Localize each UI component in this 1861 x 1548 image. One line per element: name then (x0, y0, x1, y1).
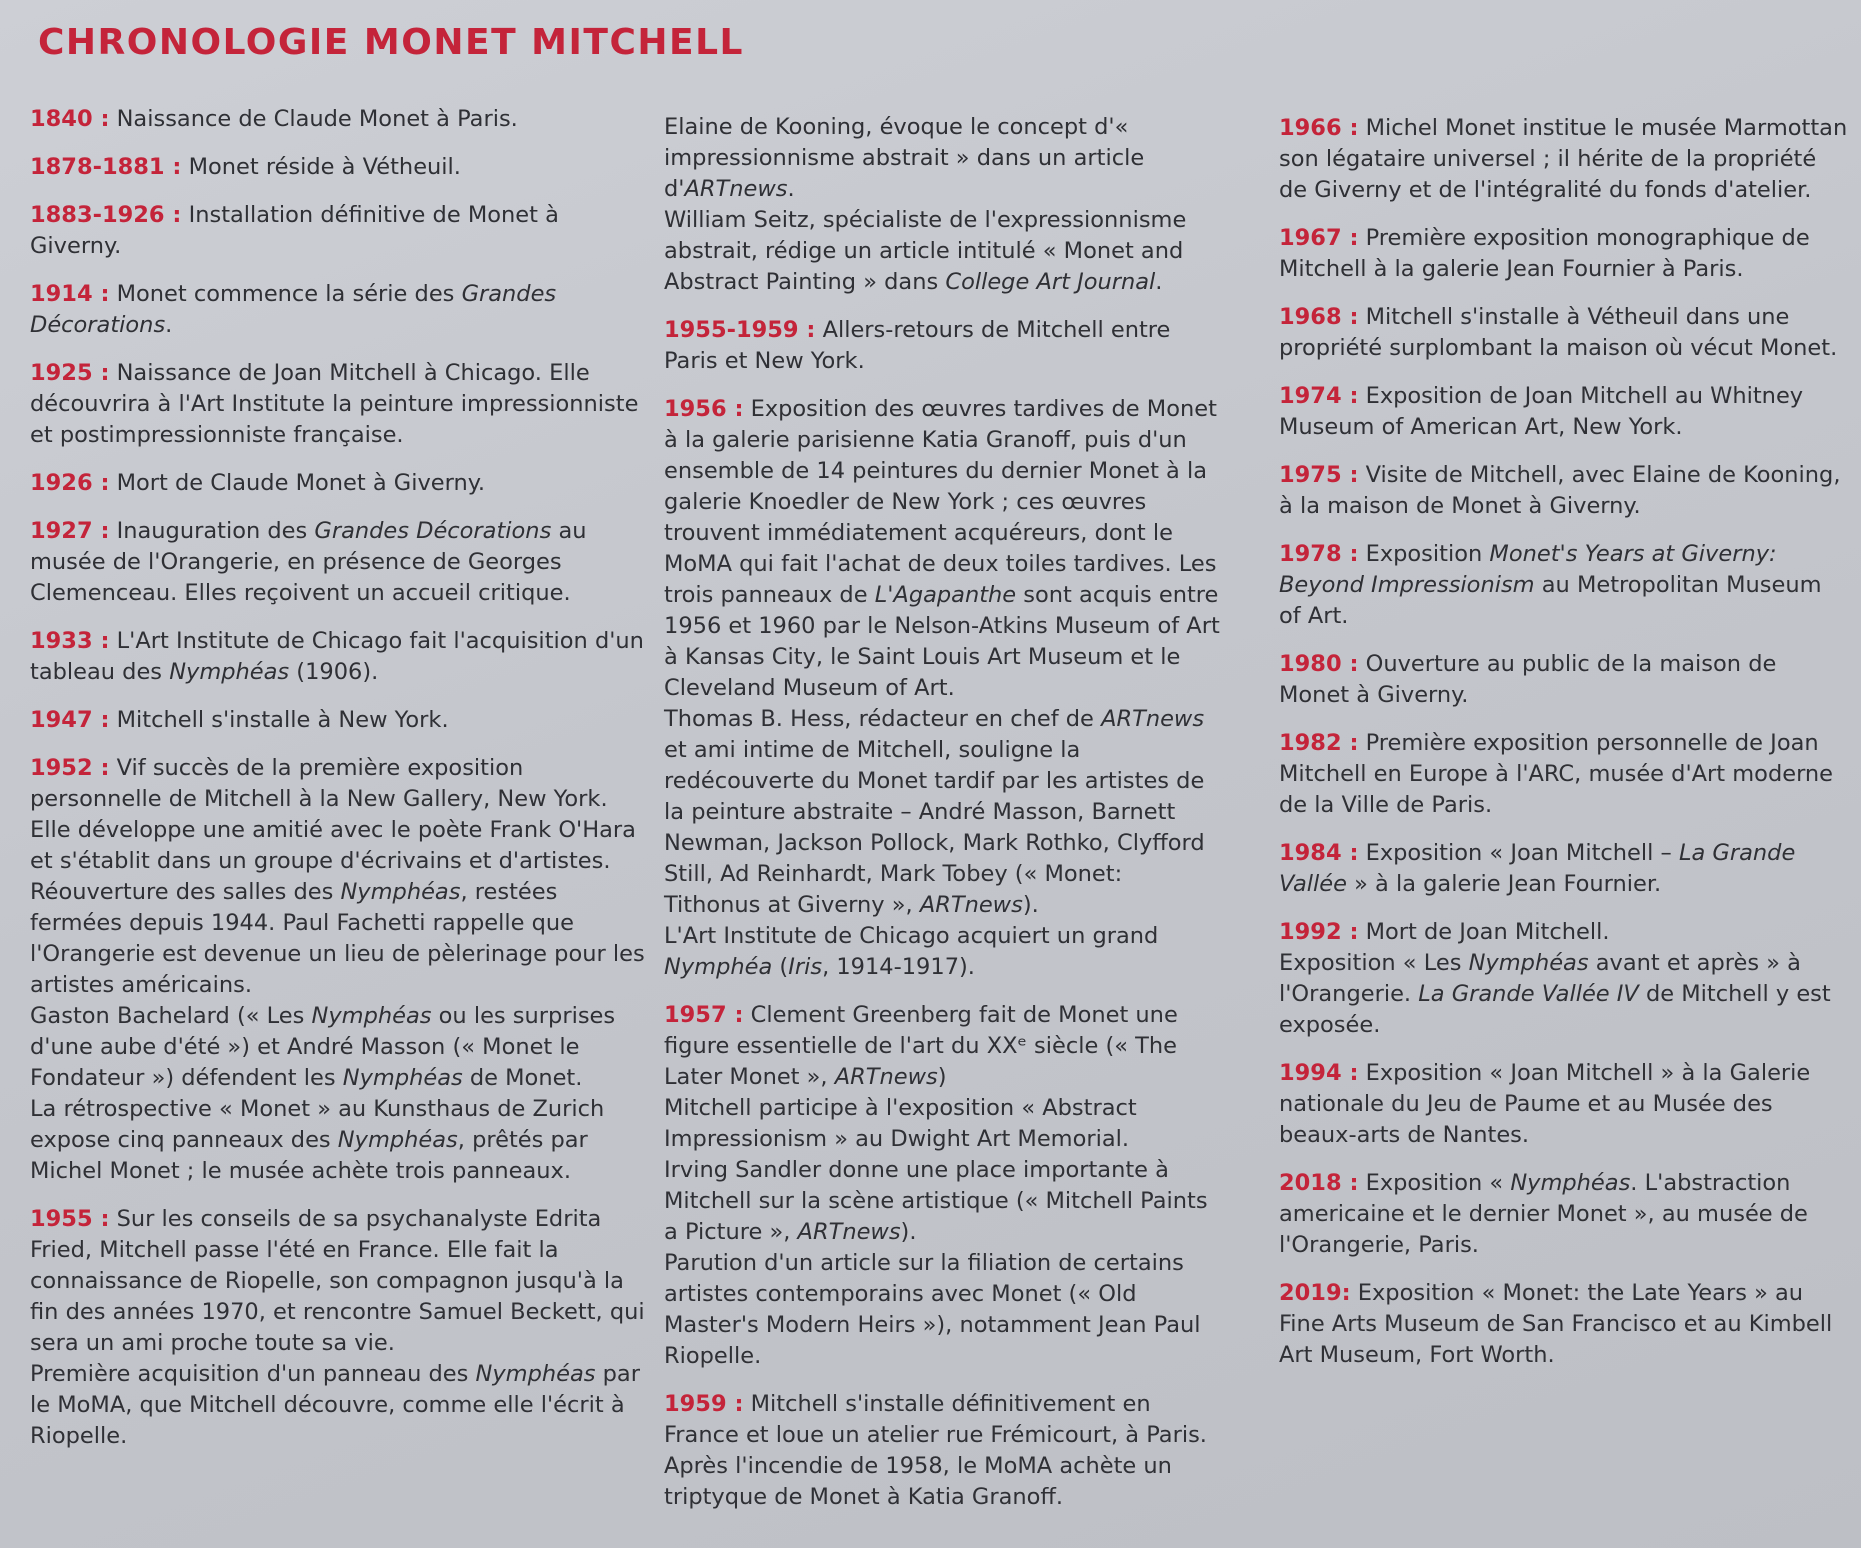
chronology-entry (30, 152, 650, 183)
chronology-entry (30, 200, 650, 262)
entry-text: Monet réside à Vétheuil. (181, 154, 461, 180)
entry-text: Sur les conseils de sa psychanalyste Edrita Fried, Mitchell passe l'été en France. Elle fait la connaissance de Riopelle, son compagnon jusqu'à la fin des années 1970, et rencontre Samuel Beckett, qui sera un ami proche toute sa vie. (30, 1206, 645, 1356)
entry-text: . L'abstraction americaine et le dernier Monet », au musée de l'Orangerie, Paris. (1279, 1170, 1808, 1258)
chronology-entry (1279, 838, 1849, 900)
entry-text: Gaston Bachelard (« Les (30, 1003, 312, 1029)
entry-text: La rétrospective « Monet » au Kunsthaus de Zurich expose cinq panneaux des (30, 1096, 605, 1153)
entry-text: au Metropolitan Museum of Art. (1279, 572, 1822, 629)
entry-text: Naissance de Claude Monet à Paris. (109, 106, 518, 132)
entry-year: 1878-1881 : (30, 154, 182, 180)
chronology-entry (1279, 1058, 1849, 1151)
entry-text: Installation définitive de Monet à Giverny. (30, 202, 559, 259)
entry-text: Irving Sandler donne une place importante à Mitchell sur la scène artistique (« Mitchell Paints a Picture », (664, 1157, 1208, 1245)
entry-paragraph (30, 1001, 650, 1094)
entry-paragraph (664, 921, 1224, 983)
entry-year: 1927 : (30, 518, 110, 544)
italic-title: ARTnews (919, 892, 1023, 918)
entry-text: par le MoMA, que Mitchell découvre, comme elle l'écrit à Riopelle. (30, 1361, 640, 1449)
chronology-entry (1279, 460, 1849, 522)
entry-text: (1906). (289, 659, 379, 685)
entry-text: Exposition « Les (1279, 950, 1469, 976)
entry-year: 1982 : (1279, 730, 1359, 756)
italic-title: Grandes Décorations (30, 281, 557, 338)
entry-year: 1968 : (1279, 304, 1359, 330)
chronology-entry (1279, 728, 1849, 821)
chronology-entry (1279, 381, 1849, 443)
entry-year: 1840 : (30, 106, 110, 132)
chronology-entry (1279, 1168, 1849, 1261)
entry-year: 1914 : (30, 281, 110, 307)
entry-text: . (1155, 269, 1163, 295)
chronology-entry (30, 104, 650, 135)
entry-year: 1984 : (1279, 840, 1359, 866)
entry-year: 1957 : (664, 1002, 744, 1028)
italic-title: Nymphéa (664, 954, 773, 980)
chronology-entry (664, 315, 1224, 377)
entry-text: Clement Greenberg fait de Monet une figure essentielle de l'art du XXᵉ siècle (« The Later Monet », (664, 1002, 1178, 1090)
entry-text: » à la galerie Jean Fournier. (1346, 871, 1662, 897)
entry-year: 1925 : (30, 360, 110, 386)
entry-text: ) (937, 1064, 947, 1090)
entry-text: Monet commence la série des (109, 281, 462, 307)
italic-title: Nymphéas (340, 879, 461, 905)
entry-text: Première exposition monographique de Mitchell à la galerie Jean Fournier à Paris. (1279, 225, 1810, 282)
chronology-entry (664, 1389, 1224, 1513)
italic-title: La Grande Vallée (1279, 840, 1796, 897)
entry-paragraph (664, 704, 1224, 921)
entry-year: 1967 : (1279, 225, 1359, 251)
entry-text: Parution d'un article sur la filiation de certains artistes contemporains avec Monet (« Old Master's Modern Heirs »), notamment Jean Paul Riopelle. (664, 1250, 1201, 1369)
chronology-entry (30, 753, 650, 1187)
entry-text: Thomas B. Hess, rédacteur en chef de (664, 706, 1102, 732)
entry-text: Ouverture au public de la maison de Monet à Giverny. (1279, 651, 1777, 708)
italic-title: Grandes Décorations (314, 518, 552, 544)
entry-text: Mort de Joan Mitchell. (1358, 919, 1610, 945)
entry-text: sont acquis entre 1956 et 1960 par le Nelson-Atkins Museum of Art à Kansas City, le Saint Louis Art Museum et le Cleveland Museum of Art. (664, 582, 1220, 701)
entry-text: ou les surprises d'une aube d'été ») et André Masson (« Monet le Fondateur ») défendent les (30, 1003, 616, 1091)
entry-text: ( (772, 954, 789, 980)
entry-text: Exposition « Joan Mitchell » à la Galerie nationale du Jeu de Paume et au Musée des beaux-arts de Nantes. (1279, 1060, 1811, 1148)
entry-text: ). (900, 1219, 917, 1245)
entry-text: Première exposition personnelle de Joan Mitchell en Europe à l'ARC, musée d'Art moderne de la Ville de Paris. (1279, 730, 1834, 818)
italic-title: Nymphéas (342, 1065, 463, 1091)
entry-year: 1959 : (664, 1391, 744, 1417)
italic-title: ARTnews (797, 1219, 901, 1245)
entry-text: Visite de Mitchell, avec Elaine de Kooning, à la maison de Monet à Giverny. (1279, 462, 1841, 519)
entry-year: 1955-1959 : (664, 317, 816, 343)
entry-text: et ami intime de Mitchell, souligne la redécouverte du Monet tardif par les artistes de la peinture abstraite – André Masson, Barnett Newman, Jackson Pollock, Mark Rothko, Clyfford Still, Ad Reinhardt, Mark Tobey (« Monet: Tithonus at Giverny », (664, 737, 1205, 918)
italic-title: ARTnews (834, 1064, 938, 1090)
entry-text: ). (1022, 892, 1039, 918)
chronology-entry (1279, 302, 1849, 364)
entry-year: 1992 : (1279, 919, 1359, 945)
entry-text: Exposition « (1358, 1170, 1511, 1196)
entry-year: 1883-1926 : (30, 202, 182, 228)
entry-text: Inauguration des (109, 518, 315, 544)
chronology-entry (1279, 223, 1849, 285)
chronology-entry (30, 279, 650, 341)
italic-title: Nymphéas (169, 659, 290, 685)
entry-text: Mitchell participe à l'exposition « Abstract Impressionism » au Dwight Art Memorial. (664, 1095, 1137, 1152)
entry-text: Mort de Claude Monet à Giverny. (109, 470, 485, 496)
chronology-entry (30, 1204, 650, 1452)
italic-title: College Art Journal (945, 269, 1156, 295)
entry-text: , 1914-1917). (822, 954, 975, 980)
entry-paragraph (664, 1155, 1224, 1248)
entry-text: , prêtés par Michel Monet ; le musée achète trois panneaux. (30, 1127, 588, 1184)
entry-year: 1955 : (30, 1206, 110, 1232)
entry-text: au musée de l'Orangerie, en présence de Georges Clemenceau. Elles reçoivent un accueil critique. (30, 518, 587, 606)
entry-text: Après l'incendie de 1958, le MoMA achète un triptyque de Monet à Katia Granoff. (664, 1453, 1172, 1510)
entry-text: de Monet. (462, 1065, 583, 1091)
chronology-entry (1279, 1278, 1849, 1371)
entry-year: 2019: (1279, 1280, 1351, 1306)
chronology-entry (1279, 917, 1849, 1041)
chronology-entry (664, 112, 1224, 298)
entry-paragraph (1279, 948, 1849, 1041)
entry-text: Allers-retours de Mitchell entre Paris et New York. (664, 317, 1171, 374)
entry-text: Exposition de Joan Mitchell au Whitney Museum of American Art, New York. (1279, 383, 1804, 440)
entry-year: 1956 : (664, 396, 744, 422)
entry-text: Mitchell s'installe définitivement en France et loue un atelier rue Frémicourt, à Paris. (664, 1391, 1207, 1448)
entry-paragraph (664, 1248, 1224, 1372)
entry-text: . (787, 176, 795, 202)
entry-text: Mitchell s'installe à Vétheuil dans une propriété surplombant la maison où vécut Monet. (1279, 304, 1838, 361)
chronology-entry (664, 1000, 1224, 1372)
entry-year: 1974 : (1279, 383, 1359, 409)
chronology-entry (30, 358, 650, 451)
entry-text: Première acquisition d'un panneau des (30, 1361, 476, 1387)
chronology-entry (30, 516, 650, 609)
entry-text: Vif succès de la première exposition personnelle de Mitchell à la New Gallery, New York. Elle développe une amitié avec le poète Frank O'Hara et s'établit dans un groupe d'écrivains et d'artistes. (30, 755, 636, 874)
column-1 (30, 104, 650, 1469)
entry-text: Naissance de Joan Mitchell à Chicago. Elle découvrira à l'Art Institute la peinture impressionniste et postimpressionniste française. (30, 360, 639, 448)
entry-text: de Mitchell y est exposée. (1279, 981, 1831, 1038)
entry-year: 1994 : (1279, 1060, 1359, 1086)
chronology-entry (1279, 539, 1849, 632)
page-title: CHRONOLOGIE MONET MITCHELL (38, 22, 744, 63)
entry-text: Réouverture des salles des (30, 879, 341, 905)
italic-title: La Grande Vallée IV (1418, 981, 1639, 1007)
italic-title: ARTnews (1101, 706, 1205, 732)
entry-year: 1952 : (30, 755, 110, 781)
entry-text: Mitchell s'installe à New York. (109, 707, 449, 733)
column-3 (1279, 113, 1849, 1388)
column-2 (664, 112, 1224, 1530)
entry-text: Michel Monet institue le musée Marmottan son légataire universel ; il hérite de la propriété de Giverny et de l'intégralité du fonds d'atelier. (1279, 115, 1848, 203)
chronology-entry (1279, 649, 1849, 711)
italic-title: Monet's Years at Giverny: Beyond Impressionism (1279, 541, 1777, 598)
chronology-entry (30, 626, 650, 688)
entry-paragraph (30, 877, 650, 1001)
entry-text: , restées fermées depuis 1944. Paul Fachetti rappelle que l'Orangerie est devenue un lieu de pèlerinage pour les artistes américains. (30, 879, 645, 998)
chronology-entry (664, 394, 1224, 983)
entry-text: L'Art Institute de Chicago acquiert un grand (664, 923, 1159, 949)
entry-text: Elaine de Kooning, évoque le concept d'« impressionnisme abstrait » dans un article d' (664, 114, 1145, 202)
italic-title: Nymphéas (1468, 950, 1589, 976)
entry-text: William Seitz, spécialiste de l'expressionnisme abstrait, rédige un article intitulé « Monet and Abstract Painting » dans (664, 207, 1187, 295)
entry-paragraph (30, 1094, 650, 1187)
italic-title: Nymphéas (1510, 1170, 1631, 1196)
italic-title: Nymphéas (475, 1361, 596, 1387)
chronology-entry (1279, 113, 1849, 206)
entry-text: L'Art Institute de Chicago fait l'acquisition d'un tableau des (30, 628, 644, 685)
entry-year: 1926 : (30, 470, 110, 496)
entry-year: 1966 : (1279, 115, 1359, 141)
entry-text: Exposition des œuvres tardives de Monet à la galerie parisienne Katia Granoff, puis d'un ensemble de 14 peintures du dernier Monet à la galerie Knoedler de New York ; ces œuvres trouvent immédiatement acquéreurs, dont le MoMA qui fait l'achat de deux toiles tardives. Les trois panneaux de (664, 396, 1217, 608)
italic-title: Iris (788, 954, 823, 980)
chronology-entry (30, 705, 650, 736)
entry-paragraph (664, 1093, 1224, 1155)
entry-year: 2018 : (1279, 1170, 1359, 1196)
italic-title: ARTnews (684, 176, 788, 202)
entry-year: 1978 : (1279, 541, 1359, 567)
italic-title: Nymphéas (337, 1127, 458, 1153)
entry-text: . (165, 312, 173, 338)
entry-year: 1933 : (30, 628, 110, 654)
entry-year: 1947 : (30, 707, 110, 733)
entry-paragraph (664, 205, 1224, 298)
entry-text: Exposition « Joan Mitchell – (1358, 840, 1679, 866)
entry-text: Exposition « Monet: the Late Years » au Fine Arts Museum de San Francisco et au Kimbell Art Museum, Fort Worth. (1279, 1280, 1833, 1368)
entry-paragraph (30, 1359, 650, 1452)
italic-title: L'Agapanthe (874, 582, 1017, 608)
entry-year: 1975 : (1279, 462, 1359, 488)
entry-paragraph (664, 1451, 1224, 1513)
entry-text: Exposition (1358, 541, 1490, 567)
chronology-entry (30, 468, 650, 499)
italic-title: Nymphéas (311, 1003, 432, 1029)
entry-text: avant et après » à l'Orangerie. (1279, 950, 1801, 1007)
entry-year: 1980 : (1279, 651, 1359, 677)
